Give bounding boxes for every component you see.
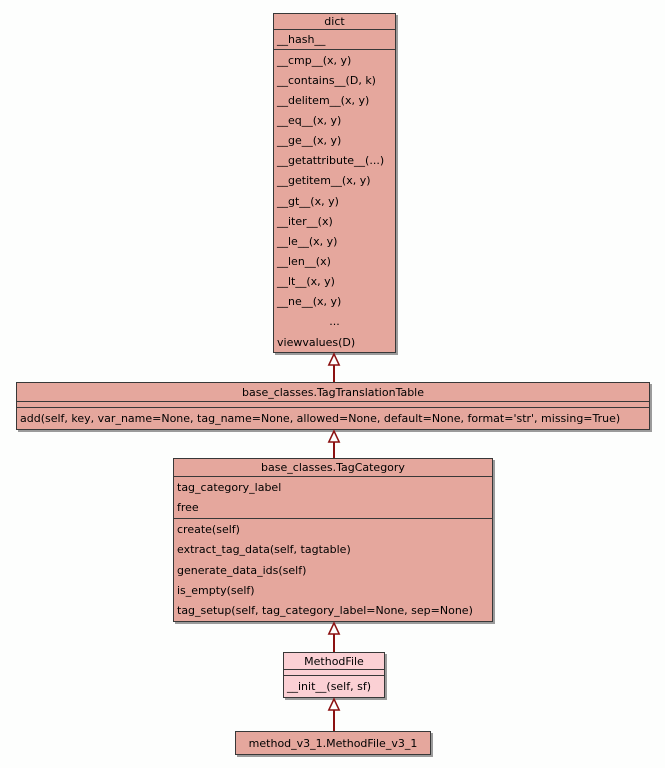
method-row: tag_setup(self, tag_category_label=None, sep=None) — [177, 604, 473, 618]
ellipsis-row: ... — [329, 315, 340, 329]
method-row: __getattribute__(...) — [277, 154, 385, 168]
class-title-tag-translation-table: base_classes.TagTranslationTable — [241, 385, 425, 399]
attribute-row: __hash__ — [277, 33, 326, 46]
attribute-row: free — [177, 501, 199, 515]
method-row: __cmp__(x, y) — [277, 53, 352, 67]
attribute-row: tag_category_label — [177, 480, 282, 494]
method-row: __iter__(x) — [277, 214, 333, 228]
method-row: add(self, key, var_name=None, tag_name=None, allowed=None, default=None, format='str', missing=True) — [20, 412, 621, 425]
method-row: __contains__(D, k) — [277, 73, 376, 87]
method-row: __lt__(x, y) — [277, 275, 335, 289]
attributes-compartment — [274, 29, 395, 49]
class-box-method-file[interactable] — [283, 652, 385, 698]
method-row: __ge__(x, y) — [277, 134, 342, 148]
inheritance-arrow-methodfilev31-to-methodfile — [327, 698, 341, 731]
methods-compartment — [17, 407, 649, 429]
attributes-compartment — [174, 476, 492, 518]
method-row: create(self) — [177, 522, 240, 536]
class-box-method-file-v3-1[interactable] — [235, 731, 431, 755]
method-row: generate_data_ids(self) — [177, 563, 307, 577]
class-title-method-file-v3-1: method_v3_1.MethodFile_v3_1 — [248, 736, 418, 750]
methods-compartment — [274, 49, 395, 352]
inheritance-arrow-methodfile-to-tagcategory — [327, 622, 341, 652]
method-row: extract_tag_data(self, tagtable) — [177, 543, 351, 557]
class-title-tag-category: base_classes.TagCategory — [261, 461, 405, 474]
class-box-tag-category[interactable] — [173, 458, 493, 622]
method-row: __getitem__(x, y) — [277, 174, 371, 188]
class-box-tag-translation-table[interactable] — [16, 382, 650, 430]
method-row: is_empty(self) — [177, 583, 255, 597]
class-title-method-file: MethodFile — [304, 654, 364, 668]
inheritance-arrow-tagcategory-to-tagtranslationtable — [327, 430, 341, 458]
class-box-dict[interactable] — [273, 13, 396, 353]
method-row: __len__(x) — [277, 254, 331, 268]
inheritance-arrow-tagtranslationtable-to-dict — [327, 353, 341, 382]
methods-compartment — [174, 518, 492, 621]
method-row: __le__(x, y) — [277, 234, 338, 248]
class-title-dict: dict — [324, 15, 345, 28]
method-row: __ne__(x, y) — [277, 295, 342, 309]
method-row: __eq__(x, y) — [277, 113, 342, 127]
method-row: __delitem__(x, y) — [277, 93, 370, 107]
method-row: __init__(self, sf) — [287, 680, 372, 693]
methods-compartment — [284, 675, 384, 697]
method-row: viewvalues(D) — [277, 335, 356, 349]
method-row: __gt__(x, y) — [277, 194, 339, 208]
